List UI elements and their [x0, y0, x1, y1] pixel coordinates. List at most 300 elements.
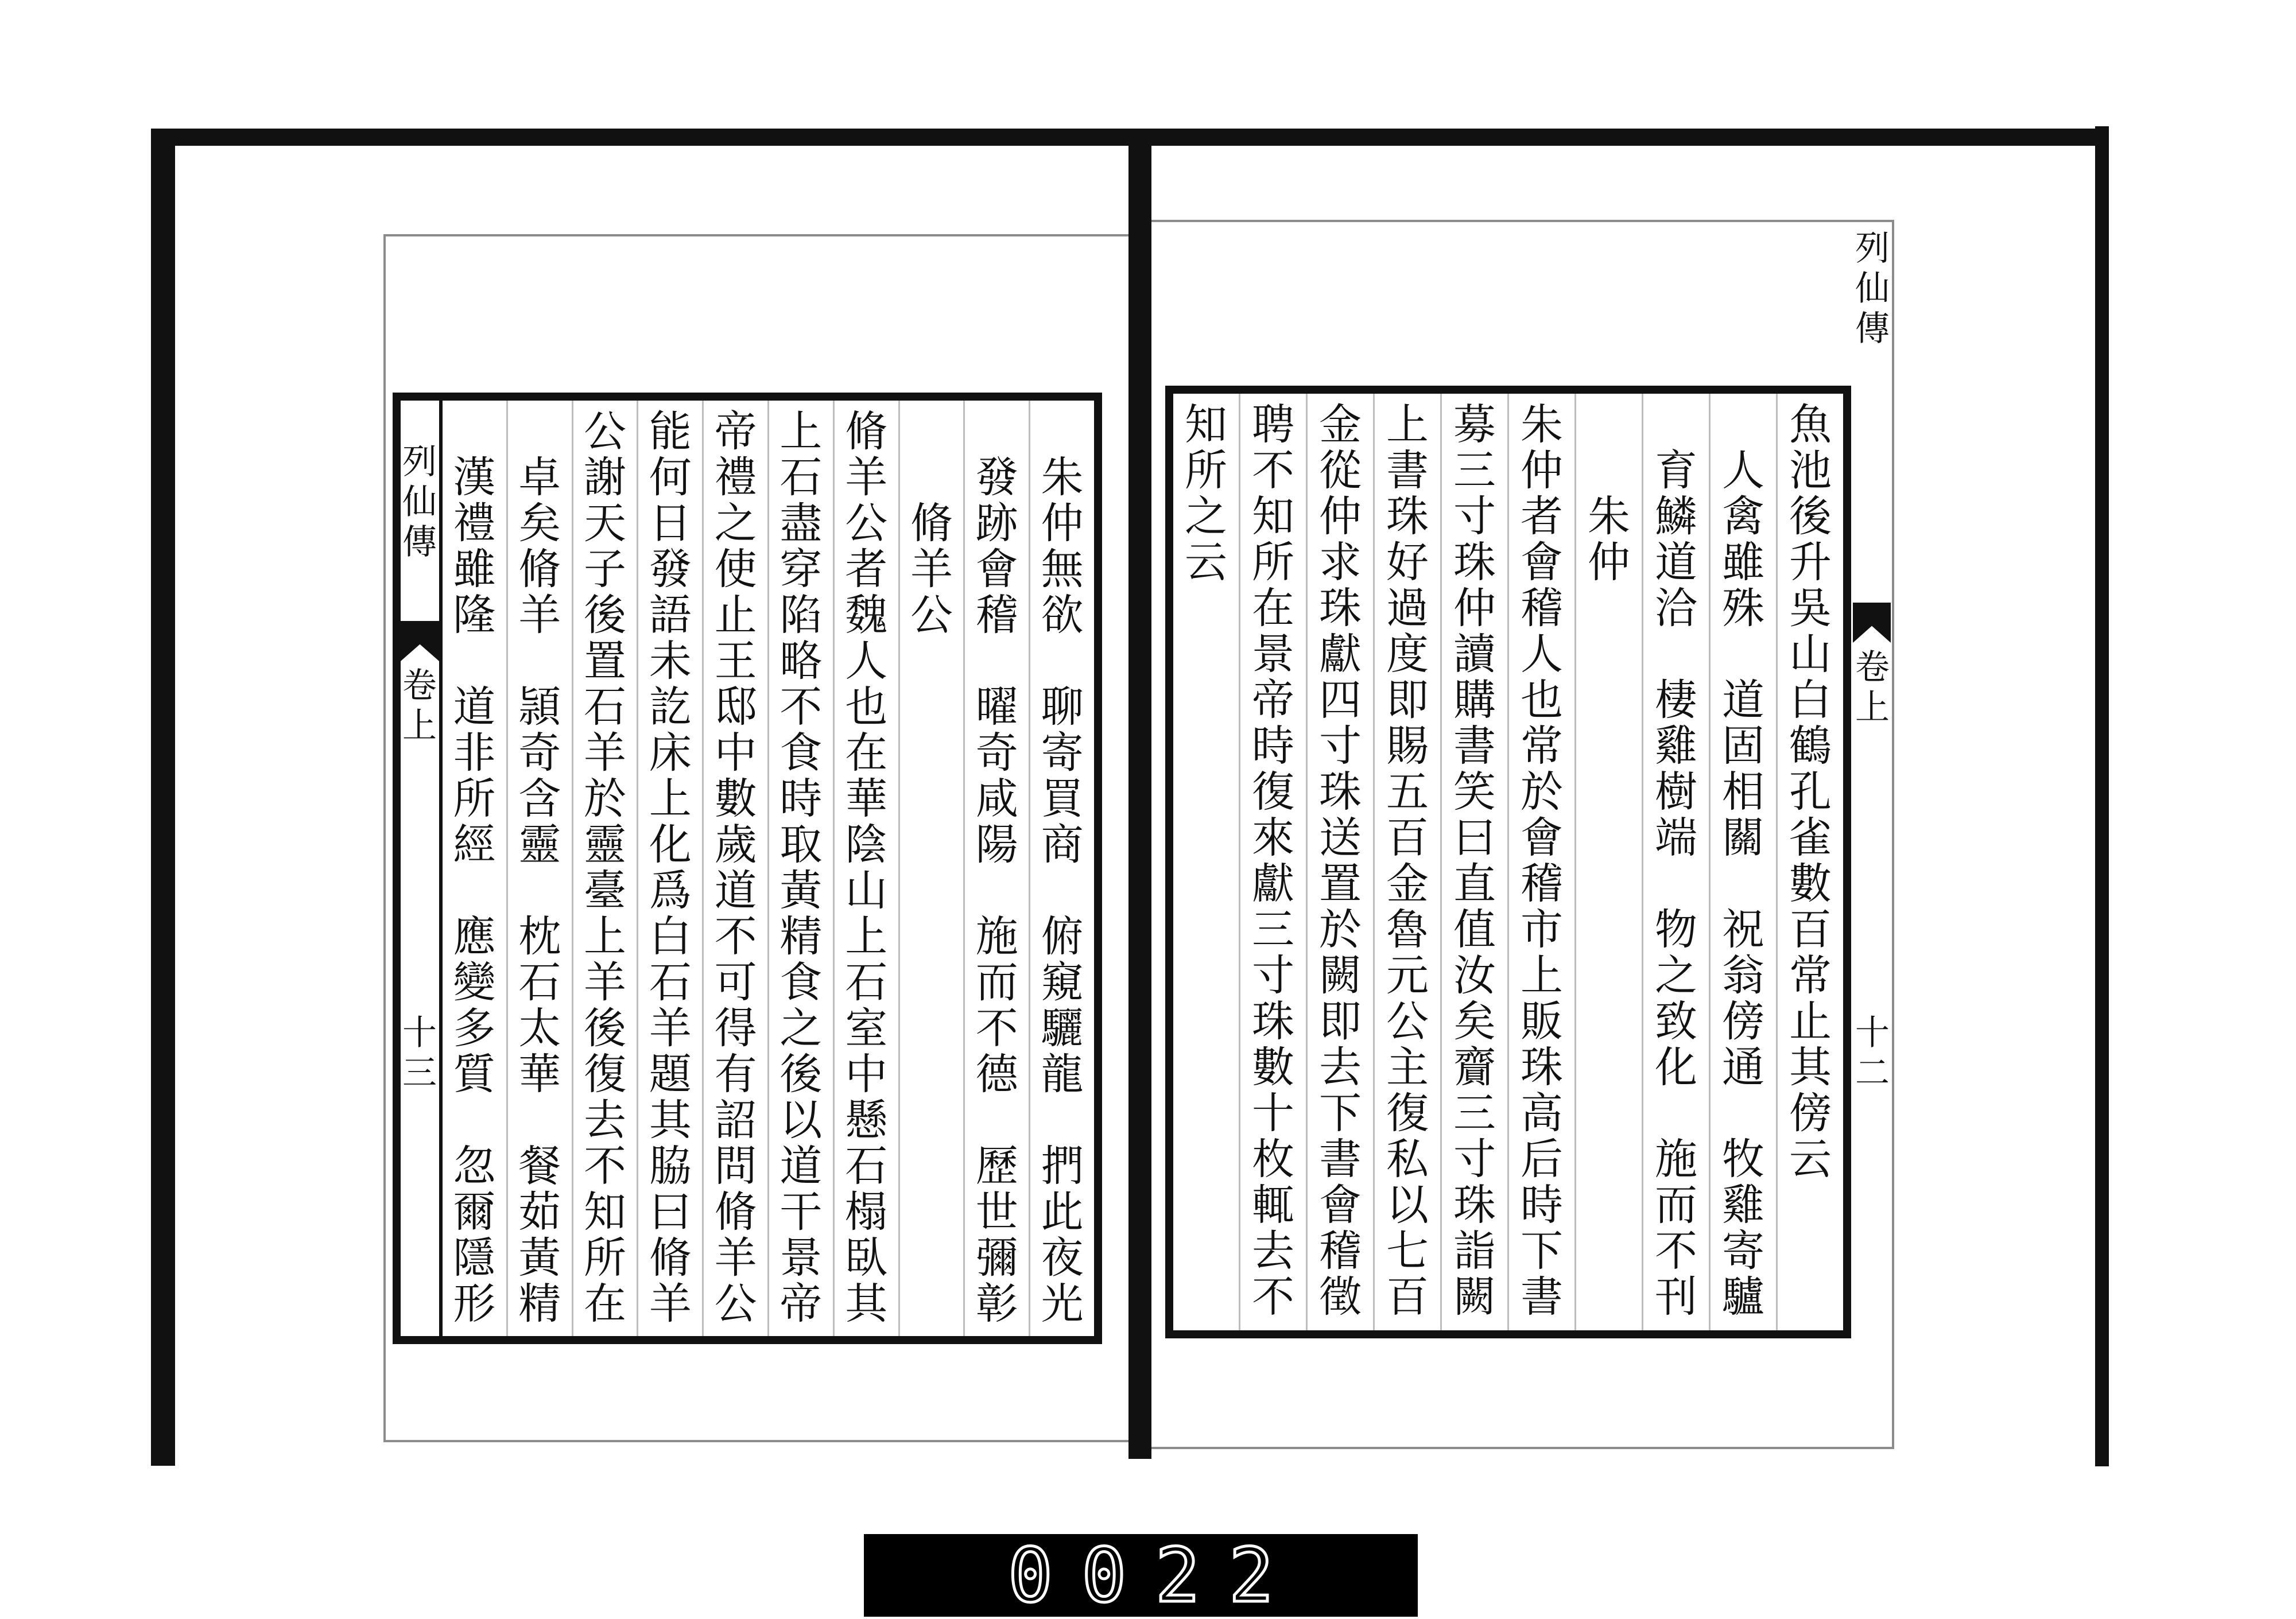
character-glyph: 不 [975, 1004, 1018, 1053]
character-glyph: 之 [1185, 492, 1227, 541]
character-glyph: 含 [518, 774, 561, 824]
character-glyph: 餐 [518, 1142, 561, 1191]
character-glyph: 後 [584, 1004, 627, 1053]
verse-column [443, 401, 506, 1336]
character-glyph: 天 [584, 499, 627, 548]
character-glyph: 復 [584, 1050, 627, 1099]
blank-slot [1711, 1090, 1776, 1136]
character-glyph: 珠 [1453, 538, 1496, 587]
character-glyph: 問 [714, 1142, 757, 1191]
blank-slot [965, 1097, 1029, 1143]
character-glyph: 而 [975, 958, 1018, 1007]
blank-slot [508, 1097, 572, 1143]
character-glyph: 公 [845, 499, 888, 548]
character-glyph: 寸 [1319, 721, 1362, 771]
left-print-frame [393, 393, 1102, 1344]
character-glyph: 珠 [1319, 767, 1362, 817]
blank-slot [1711, 631, 1776, 677]
character-glyph: 常 [1521, 721, 1563, 771]
character-glyph: 得 [714, 1004, 757, 1053]
character-glyph: 中 [845, 1050, 888, 1099]
character-glyph: 來 [1252, 813, 1294, 863]
character-glyph: 道 [779, 1142, 823, 1191]
character-glyph: 百 [1386, 813, 1429, 863]
character-glyph: 臥 [845, 1233, 888, 1283]
character-glyph: 稽 [1521, 859, 1563, 908]
character-glyph: 使 [714, 545, 757, 594]
character-glyph: 固 [1722, 721, 1764, 771]
character-glyph: 七 [1386, 1226, 1429, 1276]
character-glyph: 於 [1521, 767, 1563, 817]
character-glyph: 羊 [845, 453, 888, 502]
character-glyph: 精 [779, 912, 823, 961]
character-glyph: 上 [845, 912, 888, 961]
character-glyph: 脩 [518, 545, 561, 594]
character-glyph: 卓 [518, 453, 561, 502]
character-glyph: 魏 [845, 591, 888, 640]
character-glyph: 即 [1319, 997, 1362, 1046]
character-glyph: 脩 [714, 1187, 757, 1237]
character-glyph: 陷 [779, 591, 823, 640]
character-glyph: 捫 [1041, 1142, 1084, 1191]
character-glyph: 脩 [845, 407, 888, 456]
character-glyph: 仲 [1453, 584, 1496, 633]
character-glyph: 驢 [1722, 1272, 1764, 1322]
character-glyph: 云 [1789, 1135, 1832, 1184]
character-glyph: 上 [402, 706, 437, 746]
left-banxin-volume [400, 666, 439, 746]
character-glyph: 讀 [1453, 630, 1496, 679]
character-glyph: 致 [1655, 997, 1697, 1046]
character-glyph: 復 [1252, 767, 1294, 817]
character-glyph: 俯 [1041, 912, 1084, 961]
character-glyph: 輒 [1252, 1181, 1294, 1230]
character-glyph: 后 [1521, 1135, 1563, 1184]
character-glyph: 枕 [518, 912, 561, 961]
character-glyph: 雖 [453, 545, 496, 594]
character-glyph: 石 [518, 958, 561, 1007]
character-glyph: 寸 [1252, 951, 1294, 1000]
text-column [1776, 394, 1843, 1330]
character-glyph: 中 [714, 728, 757, 778]
text-column [572, 401, 637, 1336]
blank-slot [443, 868, 506, 914]
character-glyph: 後 [584, 591, 627, 640]
character-glyph: 歲 [714, 820, 757, 869]
character-glyph: 爾 [453, 1187, 496, 1237]
character-glyph: 訖 [649, 682, 692, 732]
character-glyph: 多 [453, 1004, 496, 1053]
character-glyph: 書 [1453, 721, 1496, 771]
character-glyph: 傳 [1855, 309, 1890, 349]
text-column [1306, 394, 1373, 1330]
character-glyph: 太 [518, 1004, 561, 1053]
character-glyph: 靈 [584, 820, 627, 869]
character-glyph: 可 [714, 958, 757, 1007]
character-glyph: 盡 [779, 499, 823, 548]
character-glyph: 發 [975, 453, 1018, 502]
character-glyph: 徵 [1319, 1272, 1362, 1322]
character-glyph: 賜 [1386, 721, 1429, 771]
character-glyph: 後 [1789, 492, 1832, 541]
character-glyph: 其 [845, 1279, 888, 1329]
character-glyph: 略 [779, 636, 823, 686]
character-glyph: 在 [845, 728, 888, 778]
character-glyph: 四 [1319, 675, 1362, 725]
character-glyph: 此 [1041, 1187, 1084, 1237]
character-glyph: 笑 [1453, 767, 1496, 817]
character-glyph: 驪 [1041, 1004, 1084, 1053]
character-glyph: 稽 [1319, 1226, 1362, 1276]
character-glyph: 市 [1521, 905, 1563, 954]
archive-frame-number: 0022 [864, 1534, 1418, 1617]
character-glyph: 仲 [1521, 446, 1563, 495]
character-glyph: 以 [1386, 1181, 1429, 1230]
character-glyph: 彌 [975, 1233, 1018, 1283]
character-glyph: 禮 [714, 453, 757, 502]
character-glyph: 獻 [1319, 630, 1362, 679]
character-glyph: 其 [1789, 1043, 1832, 1092]
blank-slot [1030, 868, 1094, 914]
character-glyph: 池 [1789, 446, 1832, 495]
character-glyph: 脇 [649, 1142, 692, 1191]
character-glyph: 夜 [1041, 1233, 1084, 1283]
character-glyph: 傍 [1722, 997, 1764, 1046]
blank-slot [1030, 1097, 1094, 1143]
character-glyph: 矣 [518, 499, 561, 548]
character-glyph: 世 [975, 1187, 1018, 1237]
character-glyph: 去 [1252, 1226, 1294, 1276]
character-glyph: 無 [1041, 545, 1084, 594]
character-glyph: 經 [453, 820, 496, 869]
character-glyph: 吳 [1789, 584, 1832, 633]
character-glyph: 彰 [975, 1279, 1018, 1329]
character-glyph: 懸 [845, 1096, 888, 1145]
character-glyph: 石 [779, 453, 823, 502]
character-glyph: 聊 [1041, 682, 1084, 732]
character-glyph: 王 [714, 636, 757, 686]
character-glyph: 去 [584, 1096, 627, 1145]
character-glyph: 精 [518, 1279, 561, 1329]
character-glyph: 時 [779, 774, 823, 824]
character-glyph: 百 [1386, 1272, 1429, 1322]
character-glyph: 之 [714, 499, 757, 548]
character-glyph: 矣 [1453, 997, 1496, 1046]
character-glyph: 石 [845, 1142, 888, 1191]
blank-slot [1643, 1090, 1709, 1136]
character-glyph: 帝 [1252, 675, 1294, 725]
text-column [1373, 394, 1440, 1330]
character-glyph: 不 [714, 912, 757, 961]
character-glyph: 珠 [1319, 584, 1362, 633]
character-glyph: 穿 [779, 545, 823, 594]
character-glyph: 咸 [975, 774, 1018, 824]
character-glyph: 奇 [518, 728, 561, 778]
blank-slot [1643, 861, 1709, 907]
character-glyph: 黃 [518, 1233, 561, 1283]
character-glyph: 道 [714, 866, 757, 915]
left-banxin-folio [400, 1013, 439, 1093]
character-glyph: 常 [1789, 951, 1832, 1000]
character-glyph: 取 [779, 820, 823, 869]
character-glyph: 通 [1722, 1043, 1764, 1092]
character-glyph: 於 [584, 774, 627, 824]
character-glyph: 置 [584, 636, 627, 686]
character-glyph: 之 [1655, 951, 1697, 1000]
character-glyph: 去 [1319, 1043, 1362, 1092]
character-glyph: 道 [1655, 538, 1697, 587]
character-glyph: 會 [1521, 538, 1563, 587]
character-glyph: 羊 [584, 728, 627, 778]
character-glyph: 獻 [1252, 859, 1294, 908]
character-glyph: 珠 [1252, 997, 1294, 1046]
character-glyph: 詔 [714, 1096, 757, 1145]
character-glyph: 下 [1319, 1089, 1362, 1138]
character-glyph: 題 [649, 1050, 692, 1099]
right-banxin-folio [1853, 1013, 1892, 1093]
character-glyph: 相 [1722, 767, 1764, 817]
verse-column [1642, 394, 1709, 1330]
text-column [1173, 394, 1239, 1330]
character-glyph: 度 [1386, 630, 1429, 679]
character-glyph: 五 [1386, 767, 1429, 817]
character-glyph: 闕 [1319, 951, 1362, 1000]
character-glyph: 金 [1386, 859, 1429, 908]
character-glyph: 所 [453, 774, 496, 824]
character-glyph: 朱 [1521, 400, 1563, 449]
character-glyph: 奇 [975, 728, 1018, 778]
blank-slot [1711, 861, 1776, 907]
character-glyph: 上 [649, 774, 692, 824]
character-glyph: 祝 [1722, 905, 1764, 954]
character-glyph: 光 [1041, 1279, 1084, 1329]
character-glyph: 施 [975, 912, 1018, 961]
character-glyph: 石 [584, 682, 627, 732]
character-glyph: 珠 [1386, 492, 1429, 541]
character-glyph: 棲 [1655, 675, 1697, 725]
character-glyph: 頴 [518, 682, 561, 732]
character-glyph: 稽 [1521, 584, 1563, 633]
character-glyph: 床 [649, 728, 692, 778]
character-glyph: 人 [845, 636, 888, 686]
character-glyph: 孔 [1789, 767, 1832, 817]
blank-slot [443, 638, 506, 684]
character-glyph: 仲 [1588, 538, 1630, 587]
character-glyph: 上 [779, 407, 823, 456]
character-glyph: 公 [584, 407, 627, 456]
character-glyph: 牧 [1722, 1135, 1764, 1184]
character-glyph: 人 [1521, 630, 1563, 679]
character-glyph: 者 [845, 545, 888, 594]
character-glyph: 會 [975, 545, 1018, 594]
character-glyph: 止 [714, 591, 757, 640]
blank-slot [508, 868, 572, 914]
character-glyph: 寄 [1722, 1226, 1764, 1276]
character-glyph: 十 [1252, 1089, 1294, 1138]
character-glyph: 聘 [1252, 400, 1294, 449]
character-glyph: 人 [1722, 446, 1764, 495]
character-glyph: 而 [1655, 1181, 1697, 1230]
character-glyph: 帝 [779, 1279, 823, 1329]
character-glyph: 華 [518, 1050, 561, 1099]
character-glyph: 羊 [584, 958, 627, 1007]
character-glyph: 白 [649, 912, 692, 961]
character-glyph: 卷 [1855, 647, 1890, 688]
character-glyph: 書 [1521, 1272, 1563, 1322]
character-glyph: 珠 [1453, 1181, 1496, 1230]
character-glyph: 傳 [402, 522, 437, 562]
character-glyph: 三 [1252, 905, 1294, 954]
character-glyph: 公 [1386, 997, 1429, 1046]
character-glyph: 雞 [1722, 1181, 1764, 1230]
character-glyph: 邸 [714, 682, 757, 732]
character-glyph: 樹 [1655, 767, 1697, 817]
character-glyph: 帝 [714, 407, 757, 456]
character-glyph: 後 [779, 1050, 823, 1099]
character-glyph: 山 [1789, 630, 1832, 679]
verse-column [1709, 394, 1776, 1330]
character-glyph: 魯 [1386, 905, 1429, 954]
text-column [1239, 394, 1306, 1330]
character-glyph: 石 [845, 958, 888, 1007]
character-glyph: 不 [1252, 1272, 1294, 1322]
character-glyph: 禮 [453, 499, 496, 548]
character-glyph: 刊 [1655, 1272, 1697, 1322]
character-glyph: 傍 [1789, 1089, 1832, 1138]
section-title-column [898, 401, 964, 1336]
character-glyph: 三 [402, 1053, 437, 1093]
character-glyph: 爲 [649, 866, 692, 915]
character-glyph: 語 [649, 591, 692, 640]
character-glyph: 購 [1453, 675, 1496, 725]
character-glyph: 寸 [1453, 492, 1496, 541]
character-glyph: 列 [1855, 228, 1890, 269]
character-glyph: 發 [649, 545, 692, 594]
character-glyph: 其 [649, 1096, 692, 1145]
character-glyph: 汝 [1453, 951, 1496, 1000]
character-glyph: 欲 [1041, 591, 1084, 640]
character-glyph: 雖 [1722, 538, 1764, 587]
left-black-border [151, 129, 175, 1466]
character-glyph: 復 [1386, 1089, 1429, 1138]
character-glyph: 雞 [1655, 721, 1697, 771]
character-glyph: 知 [1252, 492, 1294, 541]
character-glyph: 羊 [649, 1004, 692, 1053]
character-glyph: 枚 [1252, 1135, 1294, 1184]
character-glyph: 物 [1655, 905, 1697, 954]
blank-slot [1643, 631, 1709, 677]
character-glyph: 石 [649, 958, 692, 1007]
character-glyph: 關 [1722, 813, 1764, 863]
character-glyph: 好 [1386, 538, 1429, 587]
character-glyph: 升 [1789, 538, 1832, 587]
blank-slot [1030, 638, 1094, 684]
character-glyph: 即 [1386, 675, 1429, 725]
character-glyph: 羊 [518, 591, 561, 640]
text-column [1507, 394, 1574, 1330]
character-glyph: 室 [845, 1004, 888, 1053]
text-column [833, 401, 898, 1336]
character-glyph: 雀 [1789, 813, 1832, 863]
character-glyph: 道 [1722, 675, 1764, 725]
verse-column [1029, 401, 1094, 1336]
character-glyph: 仲 [1041, 499, 1084, 548]
verse-column [506, 401, 572, 1336]
character-glyph: 十 [402, 1013, 437, 1053]
character-glyph: 隆 [453, 591, 496, 640]
character-glyph: 詣 [1453, 1226, 1496, 1276]
character-glyph: 黃 [779, 866, 823, 915]
character-glyph: 日 [649, 499, 692, 548]
character-glyph: 食 [779, 728, 823, 778]
character-glyph: 德 [975, 1050, 1018, 1099]
character-glyph: 窺 [1041, 958, 1084, 1007]
character-glyph: 謝 [584, 453, 627, 502]
character-glyph: 山 [845, 866, 888, 915]
character-glyph: 高 [1521, 1089, 1563, 1138]
character-glyph: 上 [1855, 688, 1890, 728]
character-glyph: 時 [1521, 1181, 1563, 1230]
character-glyph: 三 [1453, 446, 1496, 495]
text-column [702, 401, 767, 1336]
character-glyph: 食 [779, 958, 823, 1007]
character-glyph: 仙 [1855, 269, 1890, 309]
character-glyph: 十 [1855, 1013, 1890, 1053]
character-glyph: 曰 [1453, 813, 1496, 863]
character-glyph: 朱 [1588, 492, 1630, 541]
character-glyph: 送 [1319, 813, 1362, 863]
character-glyph: 非 [453, 728, 496, 778]
blank-slot [965, 638, 1029, 684]
character-glyph: 稽 [975, 591, 1018, 640]
character-glyph: 直 [1453, 859, 1496, 908]
character-glyph: 求 [1319, 538, 1362, 587]
character-glyph: 何 [649, 453, 692, 502]
section-title-column [1574, 394, 1642, 1330]
character-glyph: 之 [779, 1004, 823, 1053]
character-glyph: 過 [1386, 584, 1429, 633]
character-glyph: 募 [1453, 400, 1496, 449]
character-glyph: 翁 [1722, 951, 1764, 1000]
character-glyph: 值 [1453, 905, 1496, 954]
character-glyph: 仲 [1319, 492, 1362, 541]
character-glyph: 道 [453, 682, 496, 732]
character-glyph: 寸 [1453, 1135, 1496, 1184]
character-glyph: 育 [1655, 446, 1697, 495]
character-glyph: 在 [1252, 584, 1294, 633]
character-glyph: 不 [1252, 446, 1294, 495]
character-glyph: 也 [845, 682, 888, 732]
character-glyph: 三 [1453, 1089, 1496, 1138]
character-glyph: 買 [1041, 774, 1084, 824]
character-glyph: 能 [649, 407, 692, 456]
character-glyph: 不 [1655, 1226, 1697, 1276]
character-glyph: 鶴 [1789, 721, 1832, 771]
character-glyph: 曜 [975, 682, 1018, 732]
character-glyph: 會 [1319, 1181, 1362, 1230]
character-glyph: 數 [1252, 1043, 1294, 1092]
character-glyph: 寄 [1041, 728, 1084, 778]
character-glyph: 公 [714, 1279, 757, 1329]
character-glyph: 百 [1789, 905, 1832, 954]
character-glyph: 公 [910, 591, 953, 640]
character-glyph: 羊 [714, 1233, 757, 1283]
character-glyph: 有 [714, 1050, 757, 1099]
character-glyph: 所 [1252, 538, 1294, 587]
character-glyph: 書 [1386, 446, 1429, 495]
character-glyph: 珠 [1521, 1043, 1563, 1092]
character-glyph: 止 [1789, 997, 1832, 1046]
